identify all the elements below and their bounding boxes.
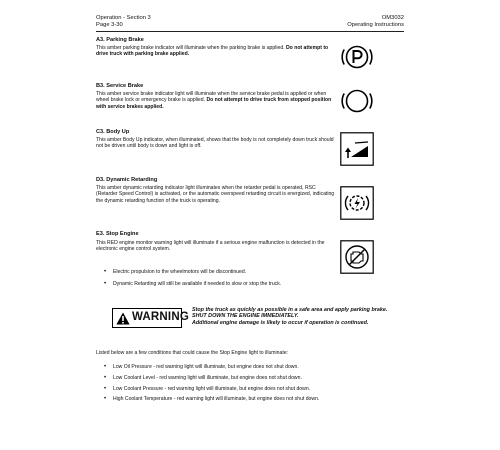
parking-brake-icon — [340, 40, 374, 74]
warning-line-3: Additional engine damage is likely to occur if operation is continued. — [192, 319, 369, 326]
warning-triangle-icon — [116, 312, 130, 325]
parking-brake-text — [96, 45, 336, 58]
stop-engine-effects — [104, 269, 281, 294]
header-doc-id: OM3032 — [381, 15, 404, 21]
list-item: • Low Coolant Level - red warning light will illuminate, but engine does not shut down. — [104, 375, 319, 381]
service-brake-icon — [340, 84, 374, 118]
dynamic-retarding-text: This amber dynamic retarding indicator light illuminates when the retarder pedal is operated, RSC (Retarder Speed Control) is activated, or the automatic overspeed retarding circuit is energized, indicating the dynamic retarding function of the truck is operating. — [96, 185, 335, 204]
header-page: Page 3-30 — [96, 22, 123, 28]
header-doc-title: Operating Instructions — [347, 22, 404, 28]
dynamic-retarding-title: D3. Dynamic Retarding — [96, 177, 158, 183]
service-brake-warning: Do not attempt to drive truck from stopped position with service brakes applied. — [96, 97, 332, 110]
service-brake-title: B3. Service Brake — [96, 83, 144, 89]
list-item: • Dynamic Retarding will still be available if needed to slow or stop the truck. — [104, 281, 281, 287]
parking-brake-desc: This amber parking brake indicator will illuminate when the parking brake is applied. — [96, 45, 285, 51]
header-rule — [96, 31, 404, 32]
conditions-intro: Listed below are a few conditions that could cause the Stop Engine light to illuminate: — [96, 350, 288, 356]
body-up-icon — [340, 132, 374, 166]
stop-engine-title: E3. Stop Engine — [96, 231, 139, 237]
service-brake-text — [96, 91, 336, 110]
warning-label-box — [112, 308, 189, 328]
body-up-title: C3. Body Up — [96, 129, 130, 135]
parking-brake-warning: Do not attempt to drive truck with parking brake applied. — [96, 45, 329, 58]
warning-label: WARNING — [132, 311, 189, 323]
list-item: • High Coolant Temperature - red warning light will illuminate, but engine does not shut down. — [104, 396, 319, 402]
list-item: • Electric propulsion to the wheelmotors will be discontinued. — [104, 269, 281, 275]
conditions-list — [104, 364, 319, 407]
header-section: Operation - Section 3 — [96, 15, 151, 21]
warning-line-2: SHUT DOWN THE ENGINE IMMEDIATELY. — [192, 313, 299, 320]
stop-engine-icon — [340, 240, 374, 274]
warning-line-1: Stop the truck as quickly as possible in a safe area and apply parking brake. — [192, 307, 388, 313]
list-item: • Low Oil Pressure - red warning light will illuminate, but engine does not shut down. — [104, 364, 319, 370]
warning-message — [192, 307, 412, 326]
dynamic-retarding-icon — [340, 186, 374, 220]
header-right — [347, 15, 404, 29]
list-item: • Low Coolant Pressure - red warning light will illuminate, but engine does not shut down. — [104, 386, 319, 392]
stop-engine-text: This RED engine monitor warning light will illuminate if a serious engine malfunction is detected in the electronic engine control system. — [96, 240, 325, 253]
body-up-text: This amber Body Up indicator, when illuminated, shows that the body is not completely down truck should not be driven until body is down and light is off. — [96, 137, 334, 150]
header-left — [96, 15, 151, 29]
parking-brake-title: A3. Parking Brake — [96, 37, 144, 43]
service-brake-desc: This amber service brake indicator light will illuminate when the service brake pedal is applied or when wheel brake lock or emergency brake is applied. — [96, 91, 327, 104]
